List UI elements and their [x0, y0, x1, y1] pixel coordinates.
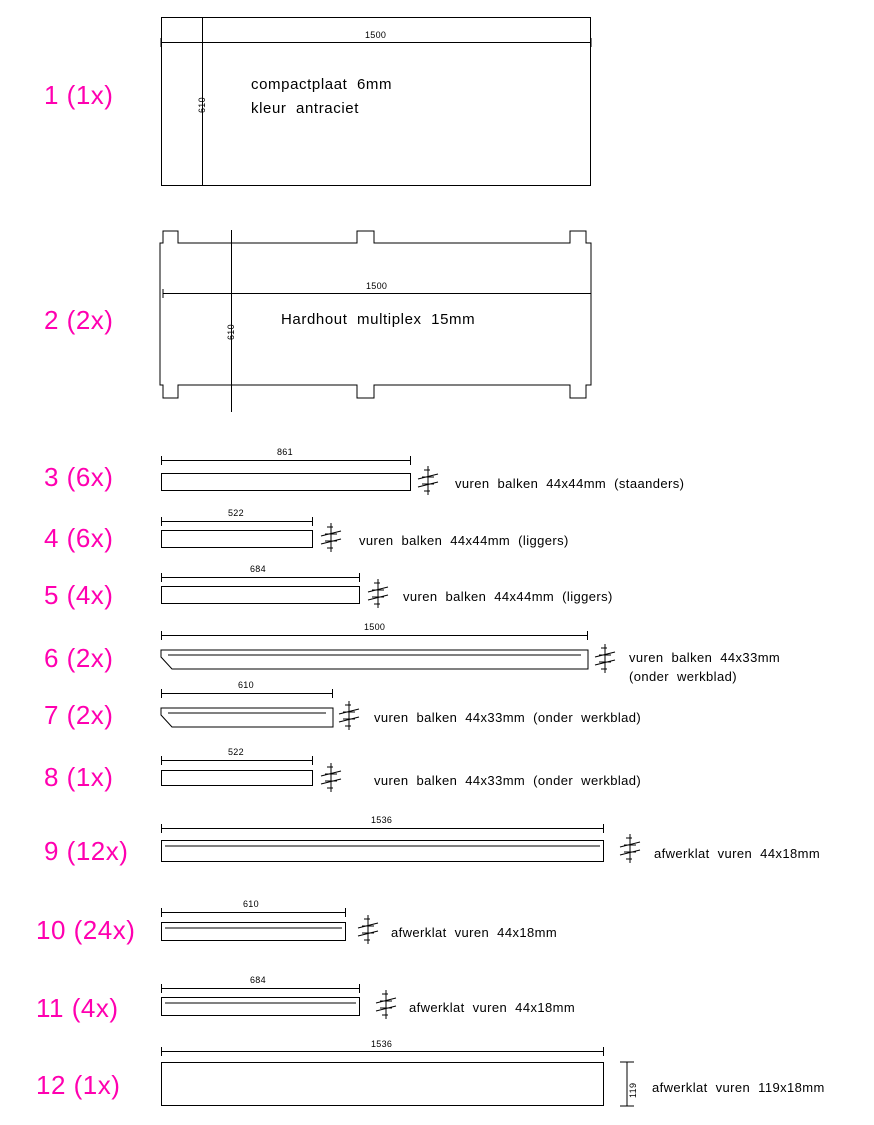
part-shape-8 — [161, 770, 313, 786]
dim-line-6 — [161, 635, 588, 636]
dim-text-5: 684 — [250, 564, 266, 574]
section-symbol-5 — [368, 579, 388, 608]
dim-line-2-length — [163, 293, 591, 294]
section-symbol-9 — [620, 834, 640, 863]
item-label-4: 4 (6x) — [44, 523, 114, 553]
desc-10: afwerklat vuren 44x18mm — [391, 925, 558, 940]
desc-4: vuren balken 44x44mm (liggers) — [359, 533, 569, 548]
dim-tick-10-right — [345, 908, 346, 917]
dim-tick-9-left — [161, 824, 162, 833]
dim-tick-8-right — [312, 756, 313, 765]
section-symbol-8 — [321, 763, 341, 792]
dim-text-9: 1536 — [371, 815, 393, 825]
dim-line-7 — [161, 693, 333, 694]
desc-7: vuren balken 44x33mm (onder werkblad) — [374, 710, 642, 725]
dim-tick-12-left — [161, 1047, 162, 1056]
part-shape-4 — [161, 530, 313, 548]
desc-11: afwerklat vuren 44x18mm — [409, 1000, 576, 1015]
dim-extension-2 — [231, 230, 232, 412]
section-symbol-3 — [418, 466, 438, 495]
dim-text-1-length: 1500 — [365, 30, 387, 40]
dim-line-9 — [161, 828, 604, 829]
section-symbol-10 — [358, 915, 378, 944]
part-2-material: Hardhout multiplex 15mm — [281, 311, 476, 328]
desc-9: afwerklat vuren 44x18mm — [654, 846, 821, 861]
dim-tick-11-right — [359, 984, 360, 993]
item-label-11: 11 (4x) — [36, 993, 119, 1023]
part-shape-6 — [161, 650, 588, 669]
dim-tick-6-left — [161, 631, 162, 640]
desc-12: afwerklat vuren 119x18mm — [652, 1080, 825, 1095]
dim-line-5 — [161, 577, 360, 578]
dim-tick-9-right — [603, 824, 604, 833]
dim-text-6: 1500 — [364, 622, 386, 632]
dim-tick-4-left — [161, 517, 162, 526]
part-shape-5 — [161, 586, 360, 604]
desc-6: vuren balken 44x33mm — [629, 650, 781, 665]
dim-text-1-height: 610 — [197, 97, 207, 113]
part-shape-11 — [161, 997, 360, 1016]
dim-text-2-height: 610 — [226, 324, 236, 340]
dim-text-3: 861 — [277, 447, 293, 457]
part-1-material-line2: kleur antraciet — [251, 100, 359, 117]
dim-tick-4-right — [312, 517, 313, 526]
dim-tick-10-left — [161, 908, 162, 917]
dim-tick-5-right — [359, 573, 360, 582]
section-symbol-7 — [339, 701, 359, 730]
desc-6-line2: (onder werkblad) — [629, 669, 737, 684]
dim-line-4 — [161, 521, 313, 522]
desc-5: vuren balken 44x44mm (liggers) — [403, 589, 613, 604]
part-shape-3 — [161, 473, 411, 491]
dim-tick-5-left — [161, 573, 162, 582]
dim-line-10 — [161, 912, 346, 913]
part-shape-9 — [161, 840, 604, 862]
desc-3: vuren balken 44x44mm (staanders) — [455, 476, 685, 491]
dim-tick-3-right — [410, 456, 411, 465]
item-label-1: 1 (1x) — [44, 80, 114, 110]
dim-tick-12-right — [603, 1047, 604, 1056]
dim-text-10: 610 — [243, 899, 259, 909]
item-label-6: 6 (2x) — [44, 643, 114, 673]
dim-line-11 — [161, 988, 360, 989]
dim-tick-7-right — [332, 689, 333, 698]
part-shape-10 — [161, 922, 346, 941]
dim-text-7: 610 — [238, 680, 254, 690]
item-label-7: 7 (2x) — [44, 700, 114, 730]
section-symbol-6 — [595, 644, 615, 673]
desc-8: vuren balken 44x33mm (onder werkblad) — [374, 773, 642, 788]
dim-text-4: 522 — [228, 508, 244, 518]
part-shape-12 — [161, 1062, 604, 1106]
dim-tick-3-left — [161, 456, 162, 465]
section-symbol-11 — [376, 990, 396, 1019]
dim-line-1-length — [161, 42, 591, 43]
dim-text-8: 522 — [228, 747, 244, 757]
dim-text-2-length: 1500 — [366, 281, 388, 291]
dim-text-12: 1536 — [371, 1039, 393, 1049]
dim-tick-8-left — [161, 756, 162, 765]
dim-tick-11-left — [161, 984, 162, 993]
item-label-8: 8 (1x) — [44, 762, 114, 792]
section-symbol-4 — [321, 523, 341, 552]
item-label-2: 2 (2x) — [44, 305, 114, 335]
part-1-material-line1: compactplaat 6mm — [251, 76, 393, 93]
dim-text-12-height: 119 — [628, 1082, 638, 1098]
item-label-10: 10 (24x) — [36, 915, 136, 945]
item-label-9: 9 (12x) — [44, 836, 129, 866]
dim-text-11: 684 — [250, 975, 266, 985]
dim-line-8 — [161, 760, 313, 761]
item-label-12: 12 (1x) — [36, 1070, 121, 1100]
part-shape-7 — [161, 708, 333, 727]
dim-tick-6-right — [587, 631, 588, 640]
dim-tick-7-left — [161, 689, 162, 698]
dim-line-3 — [161, 460, 411, 461]
dim-line-12 — [161, 1051, 604, 1052]
item-label-3: 3 (6x) — [44, 462, 114, 492]
item-label-5: 5 (4x) — [44, 580, 114, 610]
